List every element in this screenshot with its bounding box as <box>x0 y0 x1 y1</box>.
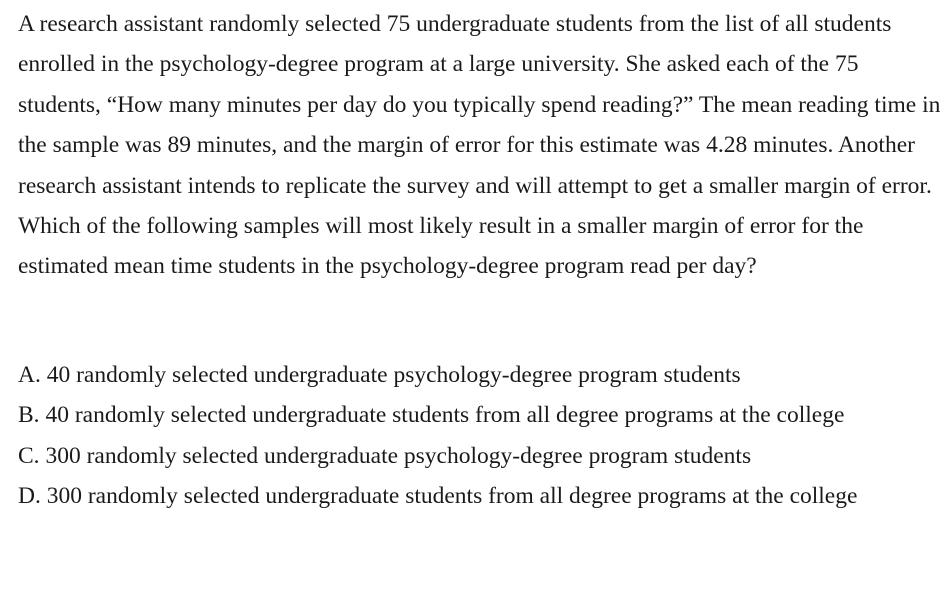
question-text: A research assistant randomly selected 75 undergraduate students from the list of all students enrolled in the psychology-degree program at a large university. She asked each of the 75 students, “How many minutes per day do you typically spend reading?” The mean reading time in the sample was 89 minutes, and the margin of error for this estimate was 4.28 minutes. Another research assistant intends to replicate the survey and will attempt to get a smaller margin of error. Which of the following samples will most likely result in a smaller margin of error for the estimated mean time students in the psychology-degree program read per day? <box>18 11 941 280</box>
choice-d[interactable] <box>18 476 944 516</box>
answer-choices <box>18 355 944 517</box>
choice-d-letter: D. <box>18 483 41 510</box>
choice-b-letter: B. <box>18 402 40 429</box>
choice-a[interactable] <box>18 355 944 395</box>
choice-d-text: 300 randomly selected undergraduate students from all degree programs at the college <box>46 483 858 510</box>
choice-b-text: 40 randomly selected undergraduate students from all degree programs at the college <box>45 402 845 429</box>
choice-a-letter: A. <box>18 362 41 388</box>
choice-c[interactable] <box>18 436 944 476</box>
choice-c-letter: C. <box>18 442 40 469</box>
choice-a-text: 40 randomly selected undergraduate psychology-degree program students <box>46 362 741 388</box>
choice-c-text: 300 randomly selected undergraduate psychology-degree program students <box>45 442 752 469</box>
choice-b[interactable] <box>18 395 944 435</box>
